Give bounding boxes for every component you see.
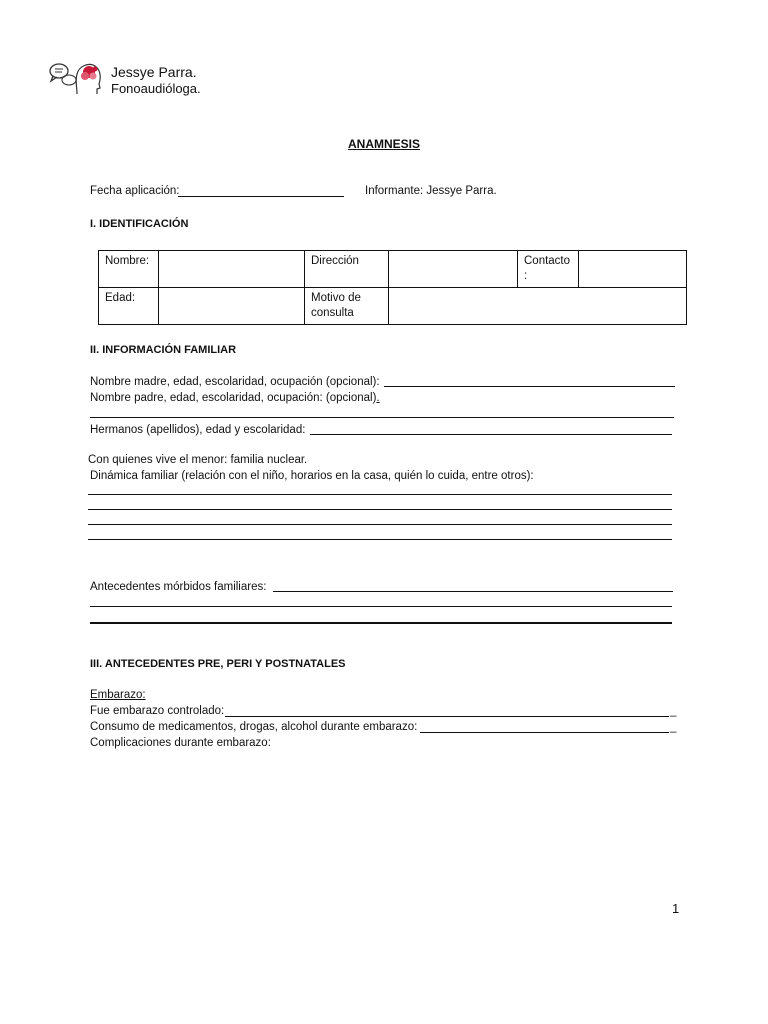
controlado-label: Fue embarazo controlado:: [90, 705, 225, 717]
fecha-label: Fecha aplicación:: [90, 185, 180, 197]
motivo-label: Motivo de consulta: [305, 288, 389, 325]
section-identificacion-heading: I. IDENTIFICACIÓN: [90, 218, 189, 230]
hermanos-field[interactable]: [310, 434, 672, 435]
dinamica-field-line[interactable]: [88, 494, 672, 495]
fecha-field[interactable]: [178, 196, 344, 197]
consumo-field[interactable]: [420, 732, 669, 733]
table-row: [99, 251, 687, 288]
section-antecedentes-heading: III. ANTECEDENTES PRE, PERI Y POSTNATALES: [90, 658, 346, 670]
contacto-label: Contacto :: [518, 251, 579, 288]
identification-table: [98, 250, 687, 325]
hermanos-label: Hermanos (apellidos), edad y escolaridad:: [90, 424, 306, 436]
motivo-field[interactable]: [389, 288, 687, 325]
padre-label: Nombre padre, edad, escolaridad, ocupación: (opcional).: [90, 392, 380, 404]
logo: [47, 58, 105, 98]
informante-label: Informante: Jessye Parra.: [365, 185, 497, 197]
madre-label: Nombre madre, edad, escolaridad, ocupación (opcional):: [90, 376, 380, 388]
nombre-label: Nombre:: [99, 251, 159, 288]
convive-text: Con quienes vive el menor: familia nuclear.: [88, 454, 308, 466]
dinamica-field-line[interactable]: [88, 539, 672, 540]
morbidos-field[interactable]: [273, 591, 673, 592]
consumo-tail: _: [670, 721, 677, 733]
padre-field[interactable]: [90, 417, 674, 418]
brand-name: Jessye Parra.: [111, 64, 197, 80]
section-familiar-heading: II. INFORMACIÓN FAMILIAR: [90, 344, 237, 356]
brand-role: Fonoaudióloga.: [111, 81, 201, 96]
edad-label: Edad:: [99, 288, 159, 325]
dinamica-field-line[interactable]: [88, 509, 672, 510]
nombre-field[interactable]: [159, 251, 305, 288]
contacto-field[interactable]: [579, 251, 687, 288]
controlado-tail: _: [670, 705, 677, 717]
controlado-field[interactable]: [225, 716, 669, 717]
dinamica-field-line[interactable]: [88, 524, 672, 525]
document-title: ANAMNESIS: [347, 137, 420, 151]
direccion-label: Dirección: [305, 251, 389, 288]
table-row: [99, 288, 687, 325]
morbidos-label: Antecedentes mórbidos familiares:: [90, 581, 267, 593]
embarazo-subheading: Embarazo:: [90, 689, 146, 701]
complicaciones-label: Complicaciones durante embarazo:: [90, 737, 271, 749]
madre-field[interactable]: [384, 386, 675, 387]
consumo-label: Consumo de medicamentos, drogas, alcohol durante embarazo:: [90, 721, 418, 733]
morbidos-field-line[interactable]: [90, 606, 672, 607]
speech-therapist-logo-icon: [47, 58, 105, 98]
page-number: 1: [672, 901, 680, 916]
dinamica-label: Dinámica familiar (relación con el niño, horarios en la casa, quién lo cuida, entre otros):: [90, 470, 534, 482]
morbidos-field-line[interactable]: [90, 622, 672, 624]
direccion-field[interactable]: [389, 251, 518, 288]
padre-dot: .: [376, 392, 380, 404]
edad-field[interactable]: [159, 288, 305, 325]
